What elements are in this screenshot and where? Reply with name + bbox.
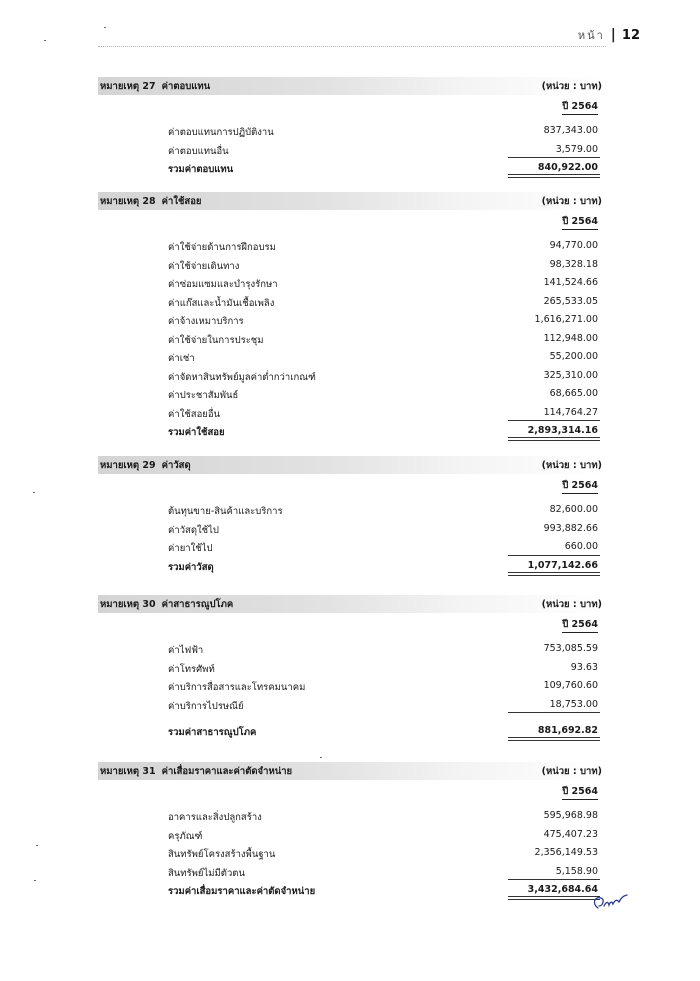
note-name: ค่าเสื่อมราคาและค่าตัดจำหน่าย <box>161 765 293 777</box>
note-29-section <box>98 456 606 576</box>
line-item <box>98 825 606 844</box>
line-item <box>98 695 606 714</box>
year-label: ปี 2564 <box>562 617 598 633</box>
total-label: รวมค่าตอบแทน <box>168 164 234 175</box>
line-item <box>98 639 606 658</box>
note-header-bar <box>98 595 606 613</box>
page-number: 12 <box>621 27 640 43</box>
line-item <box>98 273 606 292</box>
line-item <box>98 329 606 348</box>
note-number: หมายเหตุ 27 <box>100 80 156 92</box>
line-item <box>98 121 606 140</box>
note-title <box>100 764 292 779</box>
total-double-rule <box>508 737 600 741</box>
item-amount: 114,764.27 <box>543 406 598 418</box>
note-number: หมายเหตุ 30 <box>100 598 156 610</box>
line-item <box>98 676 606 695</box>
note-header-bar <box>98 192 606 210</box>
item-label: ค่าตอบแทนอื่น <box>168 145 229 157</box>
item-amount: 98,328.18 <box>549 258 598 270</box>
total-amount: 3,432,684.64 <box>527 884 598 895</box>
total-row <box>98 721 606 741</box>
item-amount: 3,579.00 <box>555 143 598 155</box>
note-header-bar <box>98 762 606 780</box>
item-amount: 475,407.23 <box>543 828 598 840</box>
item-label: ต้นทุนขาย-สินค้าและบริการ <box>168 506 283 517</box>
line-item <box>98 500 606 519</box>
total-amount: 2,893,314.16 <box>527 425 598 436</box>
note-name: ค่าวัสดุ <box>161 459 191 471</box>
note-30-section <box>98 595 606 741</box>
line-item <box>98 806 606 825</box>
note-number: หมายเหตุ 28 <box>100 195 156 207</box>
note-title <box>100 458 191 473</box>
item-amount: 68,665.00 <box>549 388 598 399</box>
item-label: ค่าจัดหาสินทรัพย์มูลค่าต่ำกว่าเกณฑ์ <box>168 371 316 383</box>
item-label: ค่าใช้สอยอื่น <box>168 408 221 420</box>
item-amount: 94,770.00 <box>549 240 598 251</box>
item-amount: 112,948.00 <box>543 332 598 344</box>
scan-speck <box>104 27 106 28</box>
item-label: ค่ายาใช้ไป <box>168 543 213 554</box>
item-amount: 93.63 <box>570 661 598 673</box>
item-amount: 993,882.66 <box>543 522 598 534</box>
line-item <box>98 292 606 311</box>
page-header <box>578 26 640 44</box>
line-item <box>98 366 606 385</box>
item-label: ค่าแก๊สและน้ำมันเชื้อเพลิง <box>168 297 275 309</box>
line-item <box>98 519 606 538</box>
item-label: ครุภัณฑ์ <box>168 830 203 842</box>
item-label: ค่าโทรศัพท์ <box>168 663 215 675</box>
page-word: หน้า <box>577 29 605 42</box>
item-amount: 753,085.59 <box>543 643 598 654</box>
item-label: ค่าไฟฟ้า <box>168 645 204 656</box>
line-item <box>98 658 606 677</box>
note-title <box>100 79 210 94</box>
item-amount: 18,753.00 <box>549 698 598 710</box>
item-amount: 837,343.00 <box>543 125 598 136</box>
year-label: ปี 2564 <box>562 784 598 800</box>
year-label: ปี 2564 <box>562 214 598 230</box>
item-label: ค่าบริการไปรษณีย์ <box>168 700 244 712</box>
total-label: รวมค่าสาธารณูปโภค <box>168 727 257 738</box>
unit-label: (หน่วย : บาท) <box>541 80 602 92</box>
item-amount: 109,760.60 <box>543 680 598 691</box>
item-amount: 660.00 <box>564 541 598 552</box>
item-label: ค่าบริการสื่อสารและโทรคมนาคม <box>168 682 306 693</box>
note-title <box>100 194 202 209</box>
scan-speck <box>34 880 36 881</box>
item-label: ค่าจ้างเหมาบริการ <box>168 316 244 327</box>
total-amount: 840,922.00 <box>537 162 598 173</box>
item-amount: 2,356,149.53 <box>534 847 598 858</box>
scan-speck <box>33 492 35 493</box>
item-amount: 595,968.98 <box>543 810 598 821</box>
note-27-section <box>98 77 606 178</box>
item-amount: 141,524.66 <box>543 277 598 288</box>
line-item <box>98 862 606 881</box>
item-label: ค่าใช้จ่ายเดินทาง <box>168 260 240 272</box>
item-amount: 1,616,271.00 <box>534 314 598 325</box>
item-label: ค่าซ่อมแซมและบำรุงรักษา <box>168 279 278 290</box>
note-number: หมายเหตุ 31 <box>100 765 156 777</box>
line-item <box>98 255 606 274</box>
total-row <box>98 880 606 900</box>
note-name: ค่าสาธารณูปโภค <box>161 598 234 610</box>
item-amount: 5,158.90 <box>555 865 598 877</box>
total-amount: 1,077,142.66 <box>527 559 598 571</box>
note-28-section <box>98 192 606 441</box>
item-label: อาคารและสิ่งปลูกสร้าง <box>168 812 262 823</box>
total-row <box>98 421 606 441</box>
item-label: ค่าใช้จ่ายในการประชุม <box>168 334 264 346</box>
total-double-rule <box>508 896 600 900</box>
line-item <box>98 403 606 422</box>
unit-label: (หน่วย : บาท) <box>541 195 602 207</box>
item-label: สินทรัพย์ไม่มีตัวตน <box>168 867 245 879</box>
line-item <box>98 140 606 159</box>
item-amount: 55,200.00 <box>549 351 598 362</box>
line-item <box>98 537 606 556</box>
item-label: ค่าตอบแทนการปฏิบัติงาน <box>168 127 274 138</box>
note-number: หมายเหตุ 29 <box>100 459 156 471</box>
total-label: รวมค่าเสื่อมราคาและค่าตัดจำหน่าย <box>168 886 316 897</box>
note-header-bar <box>98 456 606 474</box>
total-double-rule <box>508 174 600 178</box>
item-amount: 325,310.00 <box>543 369 598 381</box>
total-label: รวมค่าใช้สอย <box>168 427 225 438</box>
item-amount: 82,600.00 <box>549 504 598 515</box>
note-header-bar <box>98 77 606 95</box>
line-item <box>98 843 606 862</box>
signature-initials <box>590 888 630 918</box>
subtotal-rule <box>508 712 600 713</box>
line-item <box>98 384 606 403</box>
total-amount: 881,692.82 <box>537 725 598 736</box>
page-separator: | <box>610 27 616 43</box>
scan-speck <box>320 757 322 758</box>
unit-label: (หน่วย : บาท) <box>541 459 602 471</box>
scan-speck <box>44 40 46 41</box>
item-label: ค่าวัสดุใช้ไป <box>168 524 219 536</box>
total-row <box>98 556 606 576</box>
note-title <box>100 597 233 612</box>
total-double-rule <box>508 437 600 441</box>
item-label: ค่าประชาสัมพันธ์ <box>168 390 239 401</box>
year-label: ปี 2564 <box>562 478 598 494</box>
unit-label: (หน่วย : บาท) <box>541 765 602 777</box>
line-item <box>98 310 606 329</box>
note-name: ค่าใช้สอย <box>161 195 202 207</box>
item-label: ค่าใช้จ่ายด้านการฝึกอบรม <box>168 242 276 253</box>
note-31-section <box>98 762 606 900</box>
scan-speck <box>36 845 38 846</box>
item-label: สินทรัพย์โครงสร้างพื้นฐาน <box>168 849 276 860</box>
item-amount: 265,533.05 <box>543 295 598 307</box>
total-row <box>98 158 606 178</box>
header-divider <box>98 46 606 47</box>
year-label: ปี 2564 <box>562 99 598 115</box>
line-item <box>98 236 606 255</box>
line-item <box>98 347 606 366</box>
unit-label: (หน่วย : บาท) <box>541 598 602 610</box>
note-name: ค่าตอบแทน <box>161 80 211 92</box>
item-label: ค่าเช่า <box>168 353 195 364</box>
total-label: รวมค่าวัสดุ <box>168 561 214 573</box>
total-double-rule <box>508 572 600 576</box>
